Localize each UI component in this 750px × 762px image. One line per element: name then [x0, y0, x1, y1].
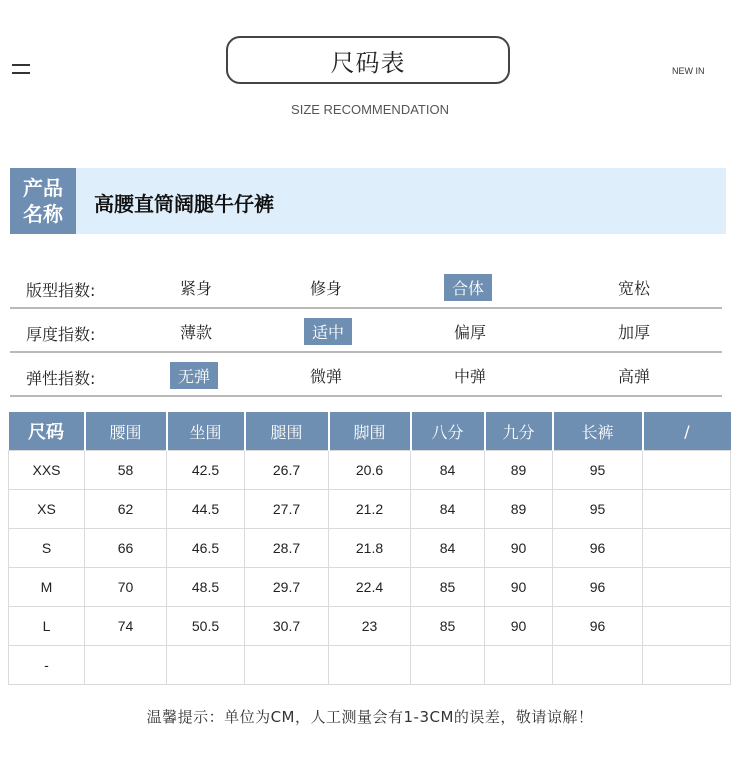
thickness-option: 偏厚: [454, 323, 487, 342]
header-thigh: 腿围: [245, 412, 329, 451]
thickness-option: 薄款: [180, 323, 213, 342]
table-cell: 96: [553, 568, 643, 607]
table-cell: 46.5: [167, 529, 245, 568]
table-cell: XXS: [9, 451, 85, 490]
fit-option: 紧身: [180, 279, 213, 298]
table-cell: 90: [485, 607, 553, 646]
header-slash: /: [643, 412, 731, 451]
product-label-line2: 名称: [23, 202, 63, 226]
table-cell: 90: [485, 529, 553, 568]
header-hip: 坐围: [167, 412, 245, 451]
table-cell: 84: [411, 529, 485, 568]
table-cell: 95: [553, 451, 643, 490]
table-cell: 89: [485, 451, 553, 490]
table-cell: 96: [553, 529, 643, 568]
table-cell: [485, 646, 553, 685]
size-table: [8, 412, 731, 685]
table-cell: M: [9, 568, 85, 607]
table-cell: 84: [411, 490, 485, 529]
table-cell: [643, 646, 731, 685]
table-cell: 85: [411, 607, 485, 646]
elasticity-index-label: 弹性指数:: [26, 369, 96, 388]
table-cell: 66: [85, 529, 167, 568]
table-row: [9, 451, 731, 490]
table-cell: 28.7: [245, 529, 329, 568]
divider: [10, 307, 722, 309]
table-cell: [643, 451, 731, 490]
table-row: [9, 568, 731, 607]
table-cell: 74: [85, 607, 167, 646]
table-cell: 30.7: [245, 607, 329, 646]
table-cell: [553, 646, 643, 685]
page-title: 尺码表: [226, 36, 510, 84]
fit-option: 宽松: [618, 279, 651, 298]
table-cell: [643, 568, 731, 607]
table-cell: 96: [553, 607, 643, 646]
table-cell: 21.8: [329, 529, 411, 568]
table-cell: 21.2: [329, 490, 411, 529]
elasticity-index-row: [10, 354, 722, 398]
table-row: [9, 490, 731, 529]
product-name-label: [10, 168, 76, 234]
thickness-option: 加厚: [618, 323, 651, 342]
header-hem: 脚围: [329, 412, 411, 451]
table-cell: S: [9, 529, 85, 568]
table-cell: 22.4: [329, 568, 411, 607]
product-name: 高腰直筒阔腿牛仔裤: [94, 192, 274, 216]
elasticity-option: 高弹: [618, 367, 651, 386]
fit-option: 修身: [310, 279, 343, 298]
page-subtitle: SIZE RECOMMENDATION: [291, 102, 449, 117]
thickness-index-label: 厚度指数:: [26, 325, 96, 344]
table-cell: 85: [411, 568, 485, 607]
table-cell: [167, 646, 245, 685]
table-cell: 26.7: [245, 451, 329, 490]
divider: [10, 395, 722, 397]
table-cell: XS: [9, 490, 85, 529]
table-cell: 89: [485, 490, 553, 529]
header-cropped: 八分: [411, 412, 485, 451]
table-cell: 27.7: [245, 490, 329, 529]
elasticity-option: 微弹: [310, 367, 343, 386]
table-cell: [643, 490, 731, 529]
header-full-length: 长裤: [553, 412, 643, 451]
table-row: [9, 529, 731, 568]
table-cell: 48.5: [167, 568, 245, 607]
table-cell: 29.7: [245, 568, 329, 607]
divider: [10, 351, 722, 353]
new-in-label: NEW IN: [672, 66, 705, 76]
header-waist: 腰围: [85, 412, 167, 451]
table-cell: 50.5: [167, 607, 245, 646]
elasticity-option-selected: 无弹: [170, 362, 218, 389]
table-cell: 58: [85, 451, 167, 490]
table-cell: 90: [485, 568, 553, 607]
table-row: [9, 646, 731, 685]
thickness-index-row: [10, 310, 722, 354]
table-cell: 95: [553, 490, 643, 529]
table-cell: 42.5: [167, 451, 245, 490]
elasticity-option: 中弹: [454, 367, 487, 386]
table-cell: [85, 646, 167, 685]
fit-index-row: [10, 266, 722, 310]
thickness-option-selected: 适中: [304, 318, 352, 345]
fit-option-selected: 合体: [444, 274, 492, 301]
measurement-note: 温馨提示：单位为CM，人工测量会有1-3CM的误差，敬请谅解！: [146, 708, 594, 726]
table-cell: 44.5: [167, 490, 245, 529]
header-ankle: 九分: [485, 412, 553, 451]
table-cell: 20.6: [329, 451, 411, 490]
menu-icon[interactable]: [12, 62, 32, 76]
table-header-row: [9, 412, 731, 451]
table-cell: [643, 529, 731, 568]
table-cell: [245, 646, 329, 685]
product-label-line1: 产品: [23, 176, 63, 200]
table-row: [9, 607, 731, 646]
fit-index-label: 版型指数:: [26, 281, 96, 300]
table-cell: [411, 646, 485, 685]
table-cell: 23: [329, 607, 411, 646]
table-cell: 62: [85, 490, 167, 529]
table-cell: [329, 646, 411, 685]
header-size: 尺码: [9, 412, 85, 451]
table-cell: 84: [411, 451, 485, 490]
table-cell: -: [9, 646, 85, 685]
table-cell: L: [9, 607, 85, 646]
table-cell: 70: [85, 568, 167, 607]
table-cell: [643, 607, 731, 646]
